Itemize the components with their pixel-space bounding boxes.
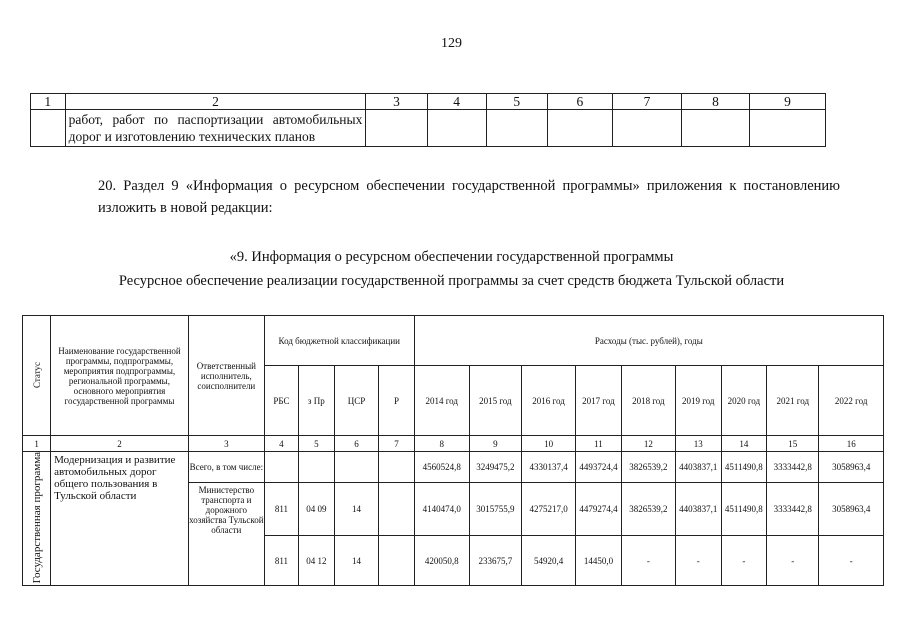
- col-rbs: РБС: [264, 366, 298, 436]
- continuation-table: [30, 93, 826, 147]
- resource-table: [22, 315, 884, 586]
- header-row: [23, 316, 884, 366]
- paragraph-20: 20. Раздел 9 «Информация о ресурсном обеспечении государственной программы» приложения к постановлению изложить в новой редакции:: [98, 178, 840, 216]
- column-number-row: 1 2 3 4 5 6 7 8 9 10 11 12 13 14 15 16: [23, 436, 884, 452]
- year-header: 2017 год: [576, 366, 622, 436]
- year-header: 2018 год: [621, 366, 675, 436]
- budget-code-header: Код бюджетной классификации: [264, 316, 414, 366]
- status-cell: Государственная программа: [23, 452, 51, 586]
- row-text: работ, работ по паспортизации автомобильных дорог и изготовлению технических планов: [65, 110, 366, 147]
- col-header: 5: [486, 94, 547, 110]
- col-header: 8: [681, 94, 749, 110]
- year-header: 2020 год: [721, 366, 767, 436]
- section-subheading: Ресурсное обеспечение реализации государственной программы за счет средств бюджета Тульской области: [118, 273, 785, 289]
- col-header: 4: [427, 94, 486, 110]
- year-header: 2016 год: [522, 366, 576, 436]
- col-csr: ЦСР: [334, 366, 379, 436]
- col-header: 1: [31, 94, 66, 110]
- col-header: 2: [65, 94, 366, 110]
- col-rzpr: з Пр: [298, 366, 334, 436]
- year-header: 2019 год: [675, 366, 721, 436]
- col-header: 9: [750, 94, 826, 110]
- year-header: 2022 год: [819, 366, 884, 436]
- table-header-row: [31, 94, 826, 110]
- program-name: Модернизация и развитие автомобильных дорог общего пользования в Тульской области: [51, 452, 189, 586]
- name-header: Наименование государственной программы, подпрограммы, мероприятия подпрограммы, региональной программы, основного мероприятия государственной программы: [51, 316, 189, 436]
- table-row: Государственная программа Модернизация и развитие автомобильных дорог общего пользования в Тульской области Всего, в том числе: 4560524,8 3249475,2 4330137,4 4493724,4 3826539,2 4403837,1 4511490,8 3333442,8 3058963,4: [23, 452, 884, 483]
- expenses-header: Расходы (тыс. рублей), годы: [414, 316, 883, 366]
- year-header: 2021 год: [767, 366, 819, 436]
- table-row: [31, 110, 826, 147]
- table-row: 811 04 12 14 420050,8 233675,7 54920,4 14450,0 - - - - -: [23, 536, 884, 586]
- col-header: 6: [547, 94, 612, 110]
- year-header: 2015 год: [469, 366, 521, 436]
- year-header: 2014 год: [414, 366, 469, 436]
- status-header: Статус: [23, 316, 51, 436]
- col-header: 7: [612, 94, 681, 110]
- page-number: 129: [441, 36, 462, 51]
- table-row: Министерство транспорта и дорожного хозяйства Тульской области 811 04 09 14 4140474,0 3015755,9 4275217,0 4479274,4 3826539,2 4403837,1 4511490,8 3333442,8 3058963,4: [23, 483, 884, 536]
- responsible-header: Ответственный исполнитель, соисполнители: [188, 316, 264, 436]
- section-heading: «9. Информация о ресурсном обеспечении государственной программы: [229, 249, 674, 265]
- col-header: 3: [366, 94, 427, 110]
- col-r: Р: [379, 366, 414, 436]
